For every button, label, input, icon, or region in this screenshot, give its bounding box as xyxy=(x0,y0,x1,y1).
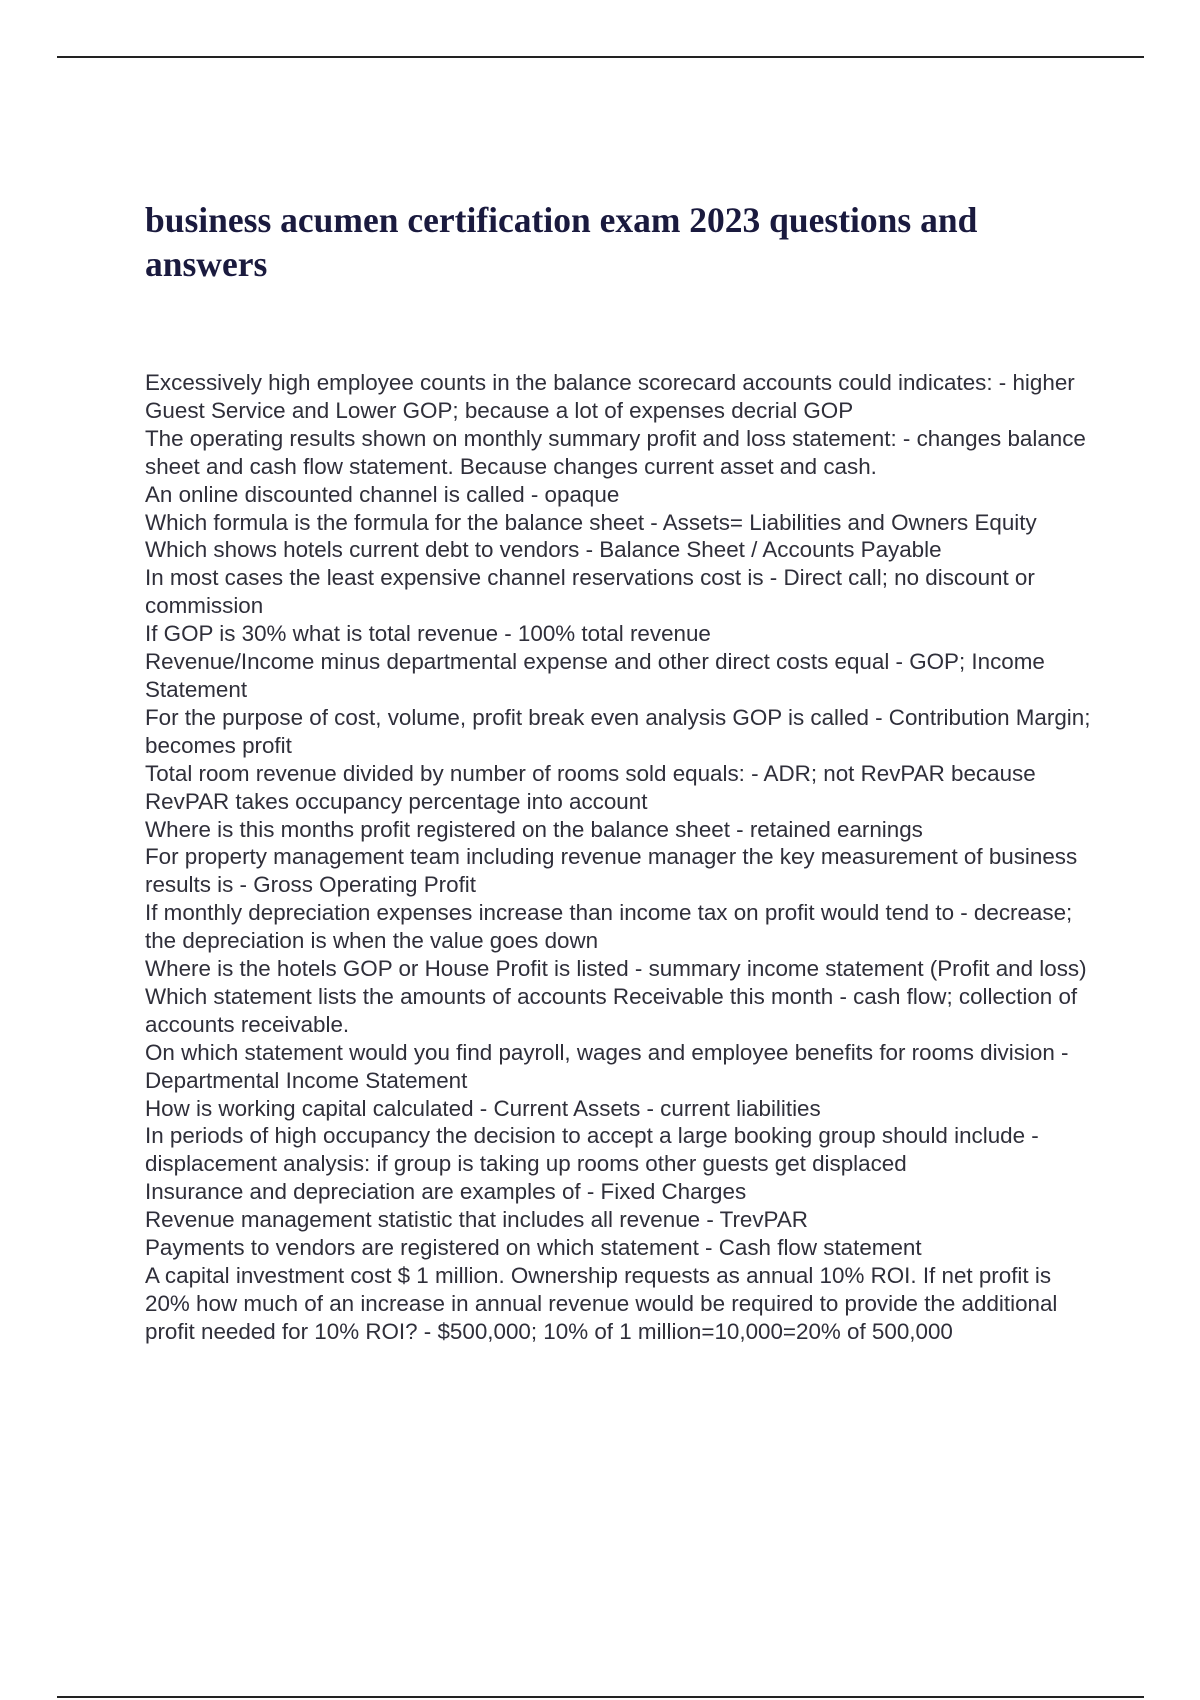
qa-item: The operating results shown on monthly summary profit and loss statement: - changes balance sheet and cash flow statement. Because changes current asset and cash. xyxy=(145,425,1086,479)
qa-item: Insurance and depreciation are examples of - Fixed Charges xyxy=(145,1179,747,1205)
qa-item: Which formula is the formula for the balance sheet - Assets= Liabilities and Owners Equity xyxy=(145,509,1037,535)
qa-item: A capital investment cost $ 1 million. Ownership requests as annual 10% ROI. If net profit is 20% how much of an increase in annual revenue would be required to provide the additional profit needed for 10% ROI? - $500,000; 10% of 1 million=10,000=20% of 500,000 xyxy=(145,1263,1058,1344)
qa-item: If monthly depreciation expenses increase than income tax on profit would tend to - decrease; the depreciation is when the value goes down xyxy=(145,900,1073,954)
qa-item: An online discounted channel is called - opaque xyxy=(145,481,620,507)
qa-item: How is working capital calculated - Current Assets - current liabilities xyxy=(145,1095,821,1121)
qa-item: Where is this months profit registered on the balance sheet - retained earnings xyxy=(145,816,923,842)
qa-item: For property management team including revenue manager the key measurement of business results is - Gross Operating Profit xyxy=(145,844,1078,898)
bottom-divider xyxy=(57,1696,1144,1698)
qa-item: Revenue management statistic that includes all revenue - TrevPAR xyxy=(145,1207,808,1233)
qa-item: Which statement lists the amounts of accounts Receivable this month - cash flow; collection of accounts receivable. xyxy=(145,983,1078,1037)
qa-item: In most cases the least expensive channel reservations cost is - Direct call; no discount or commission xyxy=(145,565,1035,619)
qa-item: For the purpose of cost, volume, profit break even analysis GOP is called - Contribution Margin; becomes profit xyxy=(145,704,1091,758)
top-divider xyxy=(57,56,1144,58)
qa-item: Where is the hotels GOP or House Profit is listed - summary income statement (Profit and loss) xyxy=(145,956,1087,982)
page-title: business acumen certification exam 2023 questions and answers xyxy=(145,200,978,284)
qa-item: Revenue/Income minus departmental expense and other direct costs equal - GOP; Income Statement xyxy=(145,649,1045,702)
qa-item: On which statement would you find payroll, wages and employee benefits for rooms division - Departmental Income Statement xyxy=(145,1039,1069,1093)
qa-item: Payments to vendors are registered on which statement - Cash flow statement xyxy=(145,1235,922,1261)
qa-item: Excessively high employee counts in the balance scorecard accounts could indicates: - higher Guest Service and Lower GOP; because a lot of expenses decrial GOP xyxy=(145,370,1075,423)
qa-list xyxy=(145,369,1095,1346)
qa-item: If GOP is 30% what is total revenue - 100% total revenue xyxy=(145,621,711,647)
qa-item: In periods of high occupancy the decision to accept a large booking group should include - displacement analysis: if group is taking up rooms other guests get displaced xyxy=(145,1123,1039,1177)
qa-item: Which shows hotels current debt to vendors - Balance Sheet / Accounts Payable xyxy=(145,537,942,563)
qa-item: Total room revenue divided by number of rooms sold equals: - ADR; not RevPAR because RevPAR takes occupancy percentage into account xyxy=(145,760,1036,814)
